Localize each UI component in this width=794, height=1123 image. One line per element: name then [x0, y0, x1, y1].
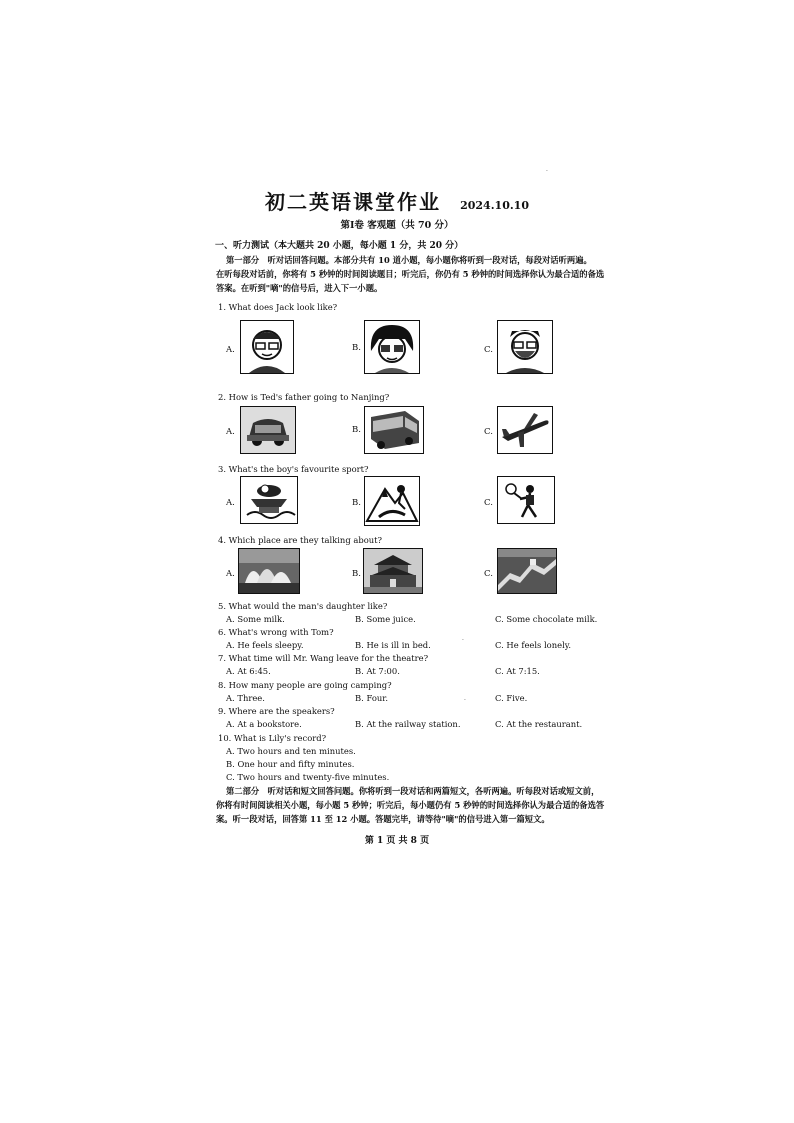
- option-c: C. He feels lonely.: [495, 640, 572, 650]
- question-9: 9. Where are the speakers?: [218, 706, 335, 716]
- part2-line-1: 第二部分 听对话和短文回答问题。你将听到一段对话和两篇短文，各听两遍。听每段对话或短文前，: [226, 786, 600, 796]
- option-label: A.: [226, 345, 235, 355]
- car-icon: [240, 406, 296, 454]
- opera-house-icon: [238, 548, 300, 594]
- question-4: 4. Which place are they talking about?: [218, 535, 382, 545]
- option-c: C. At the restaurant.: [495, 719, 583, 729]
- option-a: A. Three.: [226, 693, 265, 703]
- option-label: B.: [352, 343, 361, 353]
- scan-speck: ·: [462, 637, 464, 644]
- swimming-icon: [240, 476, 298, 524]
- bus-icon: [364, 406, 424, 454]
- option-c: C. At 7:15.: [495, 666, 540, 676]
- option-c: C. Two hours and twenty-five minutes.: [226, 772, 390, 782]
- option-b: B. He is ill in bed.: [355, 640, 431, 650]
- climbing-icon: [364, 476, 420, 526]
- page-title: 初二英语课堂作业: [265, 190, 441, 214]
- scan-speck: ·: [546, 168, 548, 175]
- option-label: A.: [226, 498, 235, 508]
- option-b: B. Four.: [355, 693, 389, 703]
- option-a: A. He feels sleepy.: [226, 640, 304, 650]
- tiananmen-icon: [363, 548, 423, 594]
- question-2: 2. How is Ted's father going to Nanjing?: [218, 392, 390, 402]
- option-a: A. Some milk.: [226, 614, 285, 624]
- option-b: B. At the railway station.: [355, 719, 461, 729]
- option-label: A.: [226, 427, 235, 437]
- option-label: B.: [352, 498, 361, 508]
- question-3: 3. What's the boy's favourite sport?: [218, 464, 369, 474]
- boy-glasses-icon: [240, 320, 294, 374]
- scan-speck: ·: [464, 697, 466, 704]
- option-label: C.: [484, 345, 493, 355]
- boy-glasses-bangs-icon: [364, 320, 420, 374]
- question-6: 6. What's wrong with Tom?: [218, 627, 334, 637]
- page-footer: 第 1 页 共 8 页: [364, 836, 430, 846]
- option-label: A.: [226, 569, 235, 579]
- option-a: A. At 6:45.: [226, 666, 271, 676]
- option-a: A. At a bookstore.: [226, 719, 302, 729]
- option-label: B.: [352, 569, 361, 579]
- option-b: B. At 7:00.: [355, 666, 400, 676]
- part1-line-2: 在听每段对话前，你将有 5 秒钟的时间阅读题目；听完后，你仍有 5 秒钟的时间选择你认为最合适的备选: [216, 269, 605, 279]
- question-10: 10. What is Lily's record?: [218, 733, 327, 743]
- option-label: B.: [352, 425, 361, 435]
- part1-line-3: 答案。在听到"嘀"的信号后，进入下一小题。: [216, 283, 383, 293]
- option-c: C. Five.: [495, 693, 528, 703]
- title-row: [0, 186, 794, 215]
- question-8: 8. How many people are going camping?: [218, 680, 392, 690]
- part1-line-1: 第一部分 听对话回答问题。本部分共有 10 道小题，每小题你将听到一段对话，每段对话听两遍。: [226, 255, 592, 265]
- question-7: 7. What time will Mr. Wang leave for the theatre?: [218, 653, 429, 663]
- question-1: 1. What does Jack look like?: [218, 302, 338, 312]
- option-a: A. Two hours and ten minutes.: [226, 746, 356, 756]
- airplane-icon: [497, 406, 553, 454]
- option-b: B. Some juice.: [355, 614, 416, 624]
- option-label: C.: [484, 427, 493, 437]
- part2-line-2: 你将有时间阅读相关小题，每小题 5 秒钟；听完后，每小题仍有 5 秒钟的时间选择你认为最合适的备选答: [216, 800, 605, 810]
- part2-line-3: 案。听一段对话，回答第 11 至 12 小题。答题完毕，请等待"嘀"的信号进入第一篇短文。: [216, 814, 550, 824]
- section-heading: 一、听力测试（本大题共 20 小题，每小题 1 分，共 20 分）: [215, 241, 464, 251]
- option-c: C. Some chocolate milk.: [495, 614, 598, 624]
- page-date: 2024.10.10: [460, 199, 529, 212]
- option-b: B. One hour and fifty minutes.: [226, 759, 355, 769]
- option-label: C.: [484, 498, 493, 508]
- question-5: 5. What would the man's daughter like?: [218, 601, 388, 611]
- great-wall-icon: [497, 548, 557, 594]
- paper-subtitle: 第Ⅰ卷 客观题（共 70 分）: [340, 220, 454, 231]
- boy-beard-glasses-icon: [497, 320, 553, 374]
- tennis-icon: [497, 476, 555, 524]
- option-label: C.: [484, 569, 493, 579]
